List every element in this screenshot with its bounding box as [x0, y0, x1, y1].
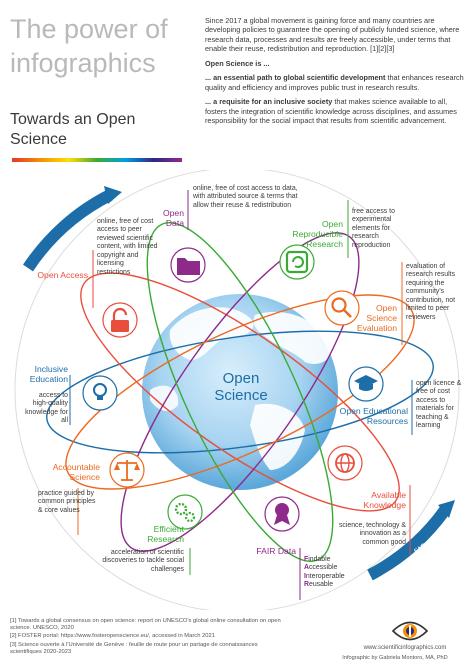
efficient-research-title: Efficient Research: [147, 524, 184, 545]
references: [10, 618, 290, 657]
eye-logo-icon: [392, 618, 428, 644]
author-credit: Infographic by Gabriela Montoro, MA, PhD: [342, 655, 448, 661]
reference-3: [3] Science ouverte à l'Université de Genève : feuille de route pour un partage de connaissances scientifiques 2020-2023: [10, 641, 258, 655]
intro-text: [205, 16, 465, 131]
reference-1: [1] Towards a global consensus on open science: report on UNESCO's global online consultation on open science. UNESCO, 2020: [10, 618, 281, 632]
fair-data-title: FAIR Data: [256, 546, 296, 556]
efficient-research-desc: acceleration of scientific discoveries to tackle social challenges: [102, 549, 184, 573]
intro-para-3-bold: ... an essential path to global scientific development: [205, 73, 386, 83]
open-reproducible-desc: free access to experimental elements for research reproduction: [352, 208, 395, 249]
reference-2: [2] FOSTER portal: https://www.fosteropenscience.eu/, accessed in March 2021: [10, 633, 215, 640]
intro-para-4: [205, 97, 465, 125]
scales-icon: [110, 453, 144, 487]
accountable-science-title: Accountable Science: [52, 462, 100, 483]
fair-data-desc: [304, 556, 374, 590]
graduation-cap-icon: [349, 367, 383, 401]
fair-accessible: Accessible: [304, 564, 338, 572]
open-access-title: Open Access: [37, 270, 88, 280]
inclusive-education-title: Inclusive Education: [29, 364, 68, 385]
open-evaluation-title: Open Science Evaluation: [356, 303, 397, 334]
fair-interoperable: Interoperable: [304, 572, 345, 580]
open-science-label: Open Science: [214, 370, 268, 405]
title-line-1: The power of: [10, 14, 168, 44]
unlock-icon: [103, 303, 137, 337]
accountable-science-desc: practice guided by common principles & core values: [38, 490, 96, 514]
available-knowledge-desc: science, technology & innovation as a common good: [338, 522, 406, 546]
subtitle: Towards an Open Science: [10, 111, 136, 148]
intro-para-4-rest: that makes science available to all, fosters the integration of scientific knowledge across disciplines, and assumes responsibility for the social impact that results from scientific advancement.: [205, 97, 457, 126]
open-reproducible-title: Open Reproducible Research: [292, 219, 343, 250]
refresh-icon: [280, 245, 314, 279]
open-access-desc: online, free of cost access to peer reviewed scientific content, with limited copyright and licensing restrictions: [97, 218, 158, 276]
intro-para-3: [205, 73, 465, 92]
lightbulb-icon: [83, 376, 117, 410]
intro-para-1: Since 2017 a global movement is gaining force and many countries are developing policies to guarantee the opening of publicly funded science, where research data, processes and results are freely accessible, under terms that enable their reuse, redistribution and reproduction. [1][2][3]: [205, 16, 460, 54]
intro-para-3-rest: that enhances research quality and efficiency and improves public trust in research results.: [205, 73, 464, 92]
fair-findable: Findable: [304, 556, 331, 563]
title-line-2: infographics: [10, 48, 156, 78]
fair-reusable: Reusable: [304, 581, 334, 589]
open-educational-title: Open Educational Resources: [339, 406, 408, 427]
open-evaluation-desc: evaluation of research results requiring the community's contribution, not limited to peer reviewers: [406, 263, 456, 321]
intro-para-4-bold: ... a requisite for an inclusive society: [205, 97, 333, 107]
rainbow-divider: [12, 158, 182, 162]
award-icon: [265, 497, 299, 531]
open-data-desc: online, free of cost access to data, with attributed source & terms that allow their reuse & redistribution: [193, 185, 298, 209]
open-educational-desc: open licence & free of cost access to materials for teaching & learning: [416, 380, 462, 430]
inclusive-education-desc: access to high-quality knowledge for all: [25, 392, 68, 425]
principles-label: principles: [28, 192, 68, 229]
globe-icon: [328, 446, 362, 480]
intro-para-2: Open Science is ...: [205, 58, 270, 68]
website-link[interactable]: www.scientificinfographics.com: [363, 645, 447, 651]
available-knowledge-title: Available Knowledge: [363, 490, 406, 511]
benefits-label: benefits: [397, 540, 430, 575]
open-data-title: Open Data: [162, 208, 184, 229]
folder-icon: [171, 248, 205, 282]
